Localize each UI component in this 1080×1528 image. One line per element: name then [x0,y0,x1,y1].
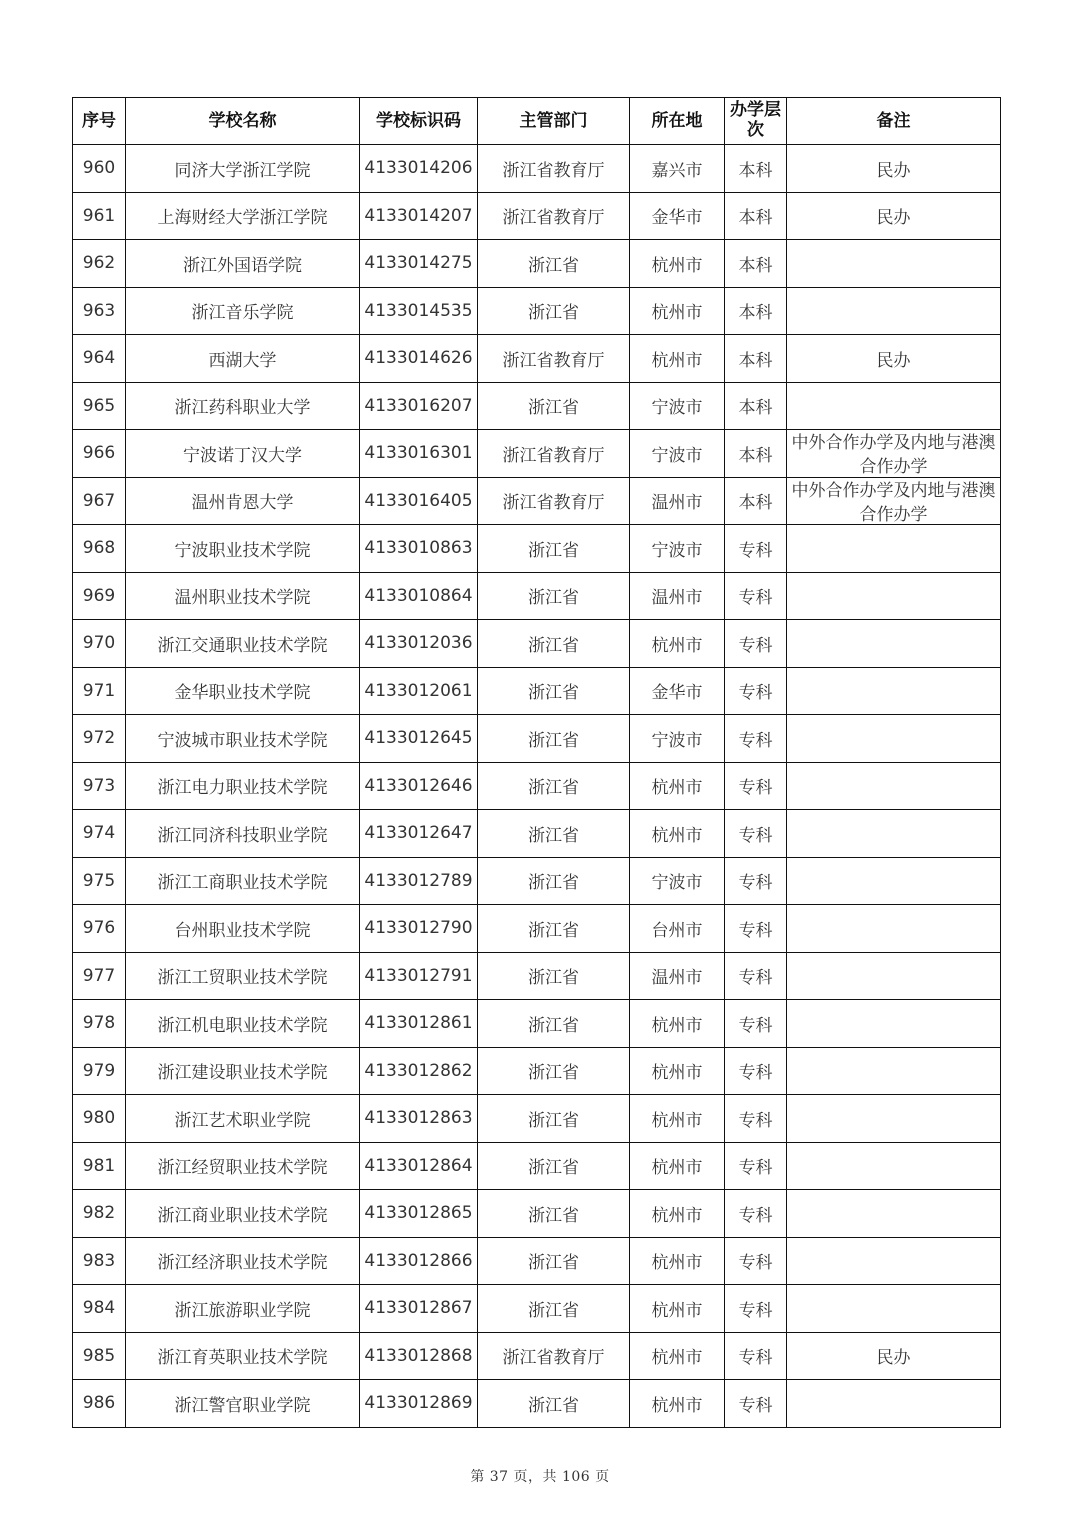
cell-index: 979 [73,1047,126,1095]
cell-school-name: 同济大学浙江学院 [126,145,360,193]
cell-school-code: 4133012869 [360,1380,478,1428]
cell-note [787,572,1001,620]
cell-school-code: 4133012790 [360,905,478,953]
cell-location: 宁波市 [630,857,725,905]
cell-level: 本科 [725,287,787,335]
cell-school-name: 浙江育英职业技术学院 [126,1332,360,1380]
cell-note [787,1000,1001,1048]
header-row [73,98,1001,145]
cell-level: 本科 [725,240,787,288]
cell-department: 浙江省 [478,1237,630,1285]
cell-level: 本科 [725,192,787,240]
cell-school-name: 浙江音乐学院 [126,287,360,335]
cell-index: 968 [73,525,126,573]
cell-index: 963 [73,287,126,335]
cell-index: 983 [73,1237,126,1285]
header-school-name: 学校名称 [126,98,360,145]
cell-level: 专科 [725,762,787,810]
cell-school-code: 4133016301 [360,430,478,478]
cell-school-code: 4133012865 [360,1190,478,1238]
cell-index: 972 [73,715,126,763]
cell-level: 专科 [725,1000,787,1048]
cell-school-name: 宁波城市职业技术学院 [126,715,360,763]
cell-note-text: 中外合作办学及内地与港澳合作办学 [791,433,996,475]
cell-school-code: 4133012646 [360,762,478,810]
table-row [73,477,1001,525]
table-row [73,667,1001,715]
table-row [73,1047,1001,1095]
cell-location: 杭州市 [630,1047,725,1095]
cell-school-code: 4133016207 [360,382,478,430]
table-row [73,1095,1001,1143]
table-row [73,810,1001,858]
cell-note: 民办 [787,1332,1001,1380]
table-row [73,762,1001,810]
cell-level: 专科 [725,1047,787,1095]
cell-school-code: 4133012862 [360,1047,478,1095]
cell-level: 专科 [725,620,787,668]
cell-school-name: 浙江警官职业学院 [126,1380,360,1428]
cell-level: 专科 [725,1380,787,1428]
cell-school-code: 4133014207 [360,192,478,240]
cell-level: 专科 [725,1237,787,1285]
cell-school-code: 4133014535 [360,287,478,335]
cell-note [787,1142,1001,1190]
cell-location: 杭州市 [630,1000,725,1048]
cell-location: 宁波市 [630,715,725,763]
cell-index: 964 [73,335,126,383]
cell-note [787,1237,1001,1285]
cell-department: 浙江省 [478,1142,630,1190]
cell-school-code: 4133014275 [360,240,478,288]
cell-level: 本科 [725,145,787,193]
cell-index: 986 [73,1380,126,1428]
cell-location: 杭州市 [630,620,725,668]
cell-index: 970 [73,620,126,668]
cell-school-name: 金华职业技术学院 [126,667,360,715]
cell-school-code: 4133014206 [360,145,478,193]
cell-note [787,525,1001,573]
cell-level: 本科 [725,477,787,525]
cell-index: 975 [73,857,126,905]
cell-level: 专科 [725,905,787,953]
cell-level: 专科 [725,1332,787,1380]
cell-location: 温州市 [630,952,725,1000]
cell-school-name: 浙江建设职业技术学院 [126,1047,360,1095]
cell-location: 温州市 [630,572,725,620]
cell-level: 专科 [725,1190,787,1238]
table-row [73,287,1001,335]
cell-department: 浙江省 [478,762,630,810]
cell-location: 杭州市 [630,1095,725,1143]
cell-location: 宁波市 [630,382,725,430]
cell-level: 本科 [725,430,787,478]
cell-school-code: 4133010863 [360,525,478,573]
cell-location: 杭州市 [630,810,725,858]
table-row [73,952,1001,1000]
cell-index: 981 [73,1142,126,1190]
cell-location: 杭州市 [630,1285,725,1333]
cell-location: 杭州市 [630,1332,725,1380]
cell-level: 专科 [725,667,787,715]
table-row [73,1000,1001,1048]
table-row [73,335,1001,383]
cell-school-name: 浙江经贸职业技术学院 [126,1142,360,1190]
cell-index: 966 [73,430,126,478]
table-row [73,240,1001,288]
cell-note [787,620,1001,668]
school-list-table [72,97,1001,1428]
cell-note [787,667,1001,715]
page-number-footer: 第 37 页，共 106 页 [470,1469,610,1485]
cell-level: 专科 [725,1142,787,1190]
cell-school-code: 4133012036 [360,620,478,668]
cell-location: 杭州市 [630,1237,725,1285]
cell-department: 浙江省 [478,572,630,620]
cell-index: 974 [73,810,126,858]
cell-school-name: 台州职业技术学院 [126,905,360,953]
cell-department: 浙江省教育厅 [478,430,630,478]
cell-index: 965 [73,382,126,430]
header-level: 办学层次 [725,98,787,145]
cell-index: 982 [73,1190,126,1238]
cell-note [787,382,1001,430]
table-row [73,572,1001,620]
cell-school-code: 4133012645 [360,715,478,763]
cell-note [787,952,1001,1000]
table-row [73,145,1001,193]
table-header [73,98,1001,145]
cell-note [787,905,1001,953]
cell-index: 969 [73,572,126,620]
cell-school-name: 浙江机电职业技术学院 [126,1000,360,1048]
cell-level: 专科 [725,715,787,763]
cell-school-code: 4133012061 [360,667,478,715]
cell-location: 宁波市 [630,430,725,478]
cell-school-code: 4133012647 [360,810,478,858]
cell-note [787,762,1001,810]
cell-location: 杭州市 [630,287,725,335]
cell-department: 浙江省 [478,1380,630,1428]
cell-school-code: 4133012789 [360,857,478,905]
cell-note: 民办 [787,192,1001,240]
cell-department: 浙江省教育厅 [478,192,630,240]
cell-school-name: 西湖大学 [126,335,360,383]
cell-school-name: 宁波职业技术学院 [126,525,360,573]
cell-department: 浙江省 [478,810,630,858]
cell-department: 浙江省 [478,1000,630,1048]
cell-school-name: 浙江电力职业技术学院 [126,762,360,810]
cell-school-code: 4133012863 [360,1095,478,1143]
cell-location: 杭州市 [630,240,725,288]
cell-note [787,477,1001,525]
cell-school-name: 宁波诺丁汉大学 [126,430,360,478]
cell-school-name: 浙江商业职业技术学院 [126,1190,360,1238]
cell-index: 967 [73,477,126,525]
cell-department: 浙江省教育厅 [478,1332,630,1380]
cell-school-code: 4133012866 [360,1237,478,1285]
cell-school-name: 温州职业技术学院 [126,572,360,620]
cell-school-name: 上海财经大学浙江学院 [126,192,360,240]
cell-index: 960 [73,145,126,193]
cell-school-name: 浙江旅游职业学院 [126,1285,360,1333]
cell-school-name: 浙江工商职业技术学院 [126,857,360,905]
cell-school-code: 4133016405 [360,477,478,525]
cell-note [787,810,1001,858]
cell-location: 杭州市 [630,1142,725,1190]
cell-department: 浙江省 [478,240,630,288]
cell-school-name: 浙江交通职业技术学院 [126,620,360,668]
cell-note: 民办 [787,335,1001,383]
cell-school-code: 4133012791 [360,952,478,1000]
cell-location: 杭州市 [630,335,725,383]
cell-level: 专科 [725,1095,787,1143]
cell-department: 浙江省教育厅 [478,335,630,383]
cell-index: 962 [73,240,126,288]
cell-department: 浙江省 [478,1285,630,1333]
cell-department: 浙江省教育厅 [478,477,630,525]
cell-index: 980 [73,1095,126,1143]
cell-location: 温州市 [630,477,725,525]
cell-index: 978 [73,1000,126,1048]
cell-department: 浙江省教育厅 [478,145,630,193]
cell-note [787,1047,1001,1095]
cell-school-code: 4133014626 [360,335,478,383]
table-row [73,715,1001,763]
cell-index: 984 [73,1285,126,1333]
table-row [73,857,1001,905]
cell-index: 976 [73,905,126,953]
table-row [73,620,1001,668]
cell-school-name: 浙江同济科技职业学院 [126,810,360,858]
cell-level: 专科 [725,952,787,1000]
table-row [73,192,1001,240]
cell-department: 浙江省 [478,525,630,573]
cell-index: 971 [73,667,126,715]
cell-note [787,1285,1001,1333]
cell-location: 金华市 [630,667,725,715]
cell-index: 961 [73,192,126,240]
cell-note-text: 中外合作办学及内地与港澳合作办学 [791,480,996,523]
table-row [73,525,1001,573]
cell-level: 专科 [725,1285,787,1333]
cell-index: 977 [73,952,126,1000]
cell-level: 本科 [725,382,787,430]
cell-level: 专科 [725,525,787,573]
cell-school-name: 浙江工贸职业技术学院 [126,952,360,1000]
cell-note [787,1380,1001,1428]
cell-department: 浙江省 [478,382,630,430]
table-row [73,905,1001,953]
cell-note [787,287,1001,335]
table-row [73,382,1001,430]
cell-department: 浙江省 [478,715,630,763]
cell-school-name: 温州肯恩大学 [126,477,360,525]
cell-school-name: 浙江艺术职业学院 [126,1095,360,1143]
table-row [73,1142,1001,1190]
header-location: 所在地 [630,98,725,145]
cell-department: 浙江省 [478,1095,630,1143]
header-index: 序号 [73,98,126,145]
cell-location: 台州市 [630,905,725,953]
cell-level: 本科 [725,335,787,383]
cell-note [787,1190,1001,1238]
table-row [73,1190,1001,1238]
cell-department: 浙江省 [478,1190,630,1238]
table-row [73,1237,1001,1285]
cell-level: 专科 [725,572,787,620]
cell-level: 专科 [725,857,787,905]
cell-school-name: 浙江药科职业大学 [126,382,360,430]
cell-department: 浙江省 [478,905,630,953]
cell-department: 浙江省 [478,287,630,335]
cell-school-code: 4133012868 [360,1332,478,1380]
cell-note [787,430,1001,478]
cell-location: 杭州市 [630,762,725,810]
cell-note: 民办 [787,145,1001,193]
cell-note [787,857,1001,905]
cell-department: 浙江省 [478,667,630,715]
cell-location: 杭州市 [630,1190,725,1238]
cell-location: 宁波市 [630,525,725,573]
cell-location: 嘉兴市 [630,145,725,193]
cell-school-code: 4133010864 [360,572,478,620]
table-row [73,1380,1001,1428]
cell-index: 973 [73,762,126,810]
cell-school-name: 浙江经济职业技术学院 [126,1237,360,1285]
table-body [73,145,1001,1428]
cell-school-code: 4133012867 [360,1285,478,1333]
table-row [73,1285,1001,1333]
cell-department: 浙江省 [478,857,630,905]
cell-department: 浙江省 [478,620,630,668]
cell-school-name: 浙江外国语学院 [126,240,360,288]
cell-level: 专科 [725,810,787,858]
table-row [73,430,1001,478]
cell-note [787,715,1001,763]
cell-department: 浙江省 [478,1047,630,1095]
header-school-code: 学校标识码 [360,98,478,145]
header-department: 主管部门 [478,98,630,145]
cell-note [787,240,1001,288]
cell-index: 985 [73,1332,126,1380]
cell-note [787,1095,1001,1143]
table-row [73,1332,1001,1380]
cell-department: 浙江省 [478,952,630,1000]
header-note: 备注 [787,98,1001,145]
cell-location: 杭州市 [630,1380,725,1428]
cell-location: 金华市 [630,192,725,240]
cell-school-code: 4133012864 [360,1142,478,1190]
cell-school-code: 4133012861 [360,1000,478,1048]
